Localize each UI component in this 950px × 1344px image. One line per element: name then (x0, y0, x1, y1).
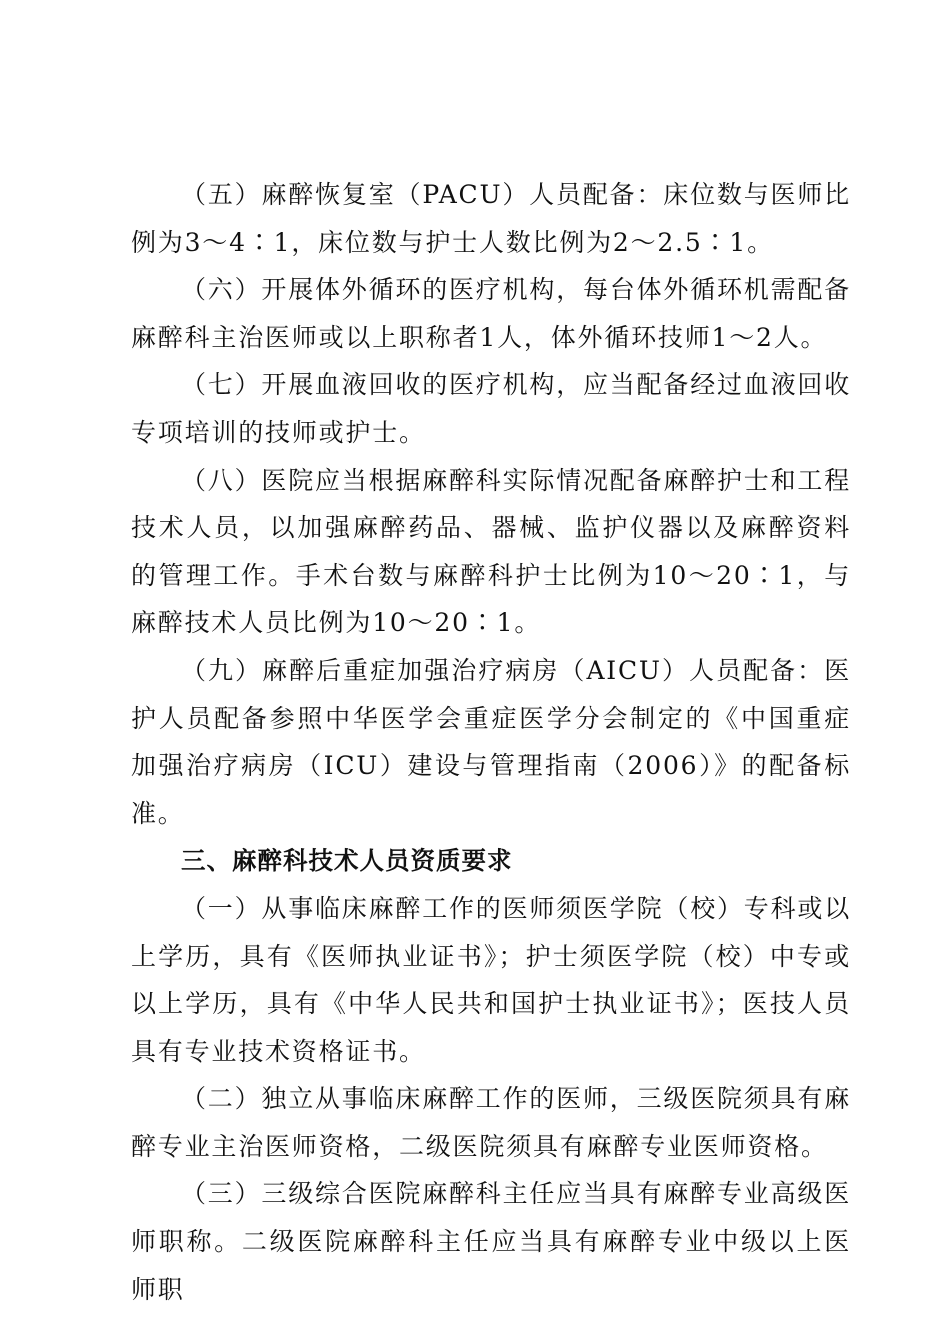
paragraph-cardiopulmonary-bypass: （六）开展体外循环的医疗机构，每台体外循环机需配备麻醉科主治医师或以上职称者1人，体外循环技师1～2人。 (131, 275, 852, 352)
document-body (131, 171, 851, 1313)
section-heading: 三、麻醉科技术人员资质要求 (181, 846, 513, 876)
paragraph-aicu-staffing: （九）麻醉后重症加强治疗病房（AICU）人员配备：医护人员配备参照中华医学会重症医学分会制定的《中国重症加强治疗病房（ICU）建设与管理指南（2006）》的配备标准。 (131, 655, 851, 828)
paragraph-nurses-technicians: （八）医院应当根据麻醉科实际情况配备麻醉护士和工程技术人员，以加强麻醉药品、器械、监护仪器以及麻醉资料的管理工作。手术台数与麻醉科护士比例为10～20∶1，与麻醉技术人员比例为10～20∶1。 (131, 465, 852, 638)
paragraph-qualification-education: （一）从事临床麻醉工作的医师须医学院（校）专科或以上学历，具有《医师执业证书》；护士须医学院（校）中专或以上学历，具有《中华人民共和国护士执业证书》；医技人员具有专业技术资格证书。 (131, 893, 852, 1066)
paragraph-qualification-independent: （二）独立从事临床麻醉工作的医师，三级医院须具有麻醉专业主治医师资格，二级医院须具有麻醉专业医师资格。 (131, 1084, 852, 1161)
paragraph-qualification-director: （三）三级综合医院麻醉科主任应当具有麻醉专业高级医师职称。二级医院麻醉科主任应当具有麻醉专业中级以上医师职 (131, 1179, 852, 1304)
paragraph-blood-recovery: （七）开展血液回收的医疗机构，应当配备经过血液回收专项培训的技师或护士。 (131, 370, 852, 447)
paragraph-pacu-staffing: （五）麻醉恢复室（PACU）人员配备：床位数与医师比例为3～4∶1，床位数与护士人数比例为2～2.5∶1。 (131, 180, 851, 257)
